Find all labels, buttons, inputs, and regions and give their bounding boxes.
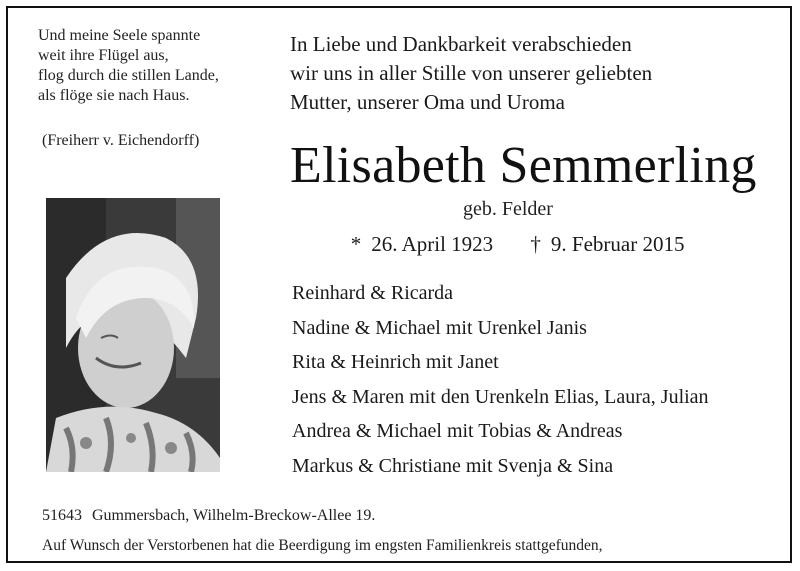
poem: [38, 26, 219, 106]
family-member-line: Rita & Heinrich mit Janet: [292, 351, 499, 373]
family-member-line: Jens & Maren mit den Urenkeln Elias, Laura, Julian: [292, 385, 709, 408]
street-address: Gummersbach, Wilhelm-Breckow-Allee 19.: [92, 507, 376, 524]
death-date: 9. Februar 2015: [550, 232, 685, 256]
family-member-line: Nadine & Michael mit Urenkel Janis: [292, 316, 587, 339]
obituary-frame: [6, 6, 792, 563]
postal-code: 51643: [42, 507, 82, 524]
address: [42, 507, 375, 525]
birth-date: 26. April 1923: [371, 232, 494, 256]
intro-line: wir uns in aller Stille von unserer geliebten: [290, 61, 653, 85]
poem-line: flog durch die stillen Lande,: [38, 67, 219, 84]
family-member-line: Andrea & Michael mit Tobias & Andreas: [292, 420, 623, 442]
poem-line: Und meine Seele spannte: [38, 27, 201, 44]
intro-line: In Liebe und Dankbarkeit verabschieden: [290, 32, 632, 56]
intro-line: Mutter, unserer Oma und Uroma: [290, 90, 565, 114]
family-member-line: Markus & Christiane mit Svenja & Sina: [292, 454, 614, 477]
life-dates: [346, 232, 684, 257]
portrait-photo: [46, 198, 220, 472]
family-list: [292, 276, 709, 483]
intro-text: [290, 30, 652, 117]
funeral-notice: Auf Wunsch der Verstorbenen hat die Beerdigung im engsten Familienkreis stattgefunden,: [42, 537, 603, 554]
death-cross-icon: †: [530, 232, 541, 256]
portrait-illustration: [46, 198, 220, 472]
poem-attribution: (Freiherr v. Eichendorff): [42, 132, 200, 149]
family-member-line: Reinhard & Ricarda: [292, 282, 454, 304]
deceased-name: Elisabeth Semmerling: [290, 137, 757, 194]
maiden-name: geb. Felder: [463, 198, 553, 220]
poem-line: weit ihre Flügel aus,: [38, 47, 169, 64]
poem-line: als flöge sie nach Haus.: [38, 87, 190, 104]
birth-star-icon: *: [350, 232, 362, 256]
